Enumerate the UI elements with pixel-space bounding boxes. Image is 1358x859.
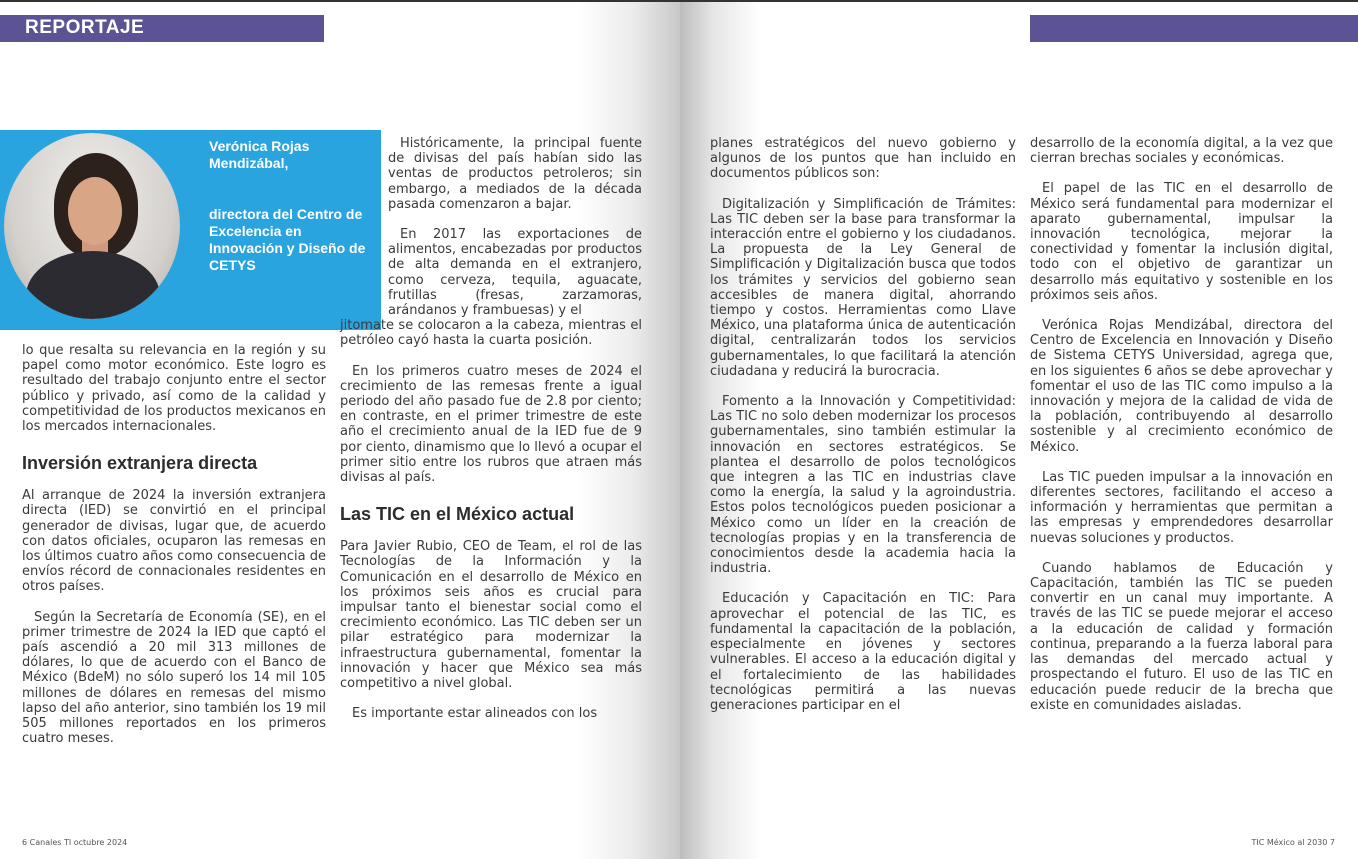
profile-role: directora del Centro de Excelencia en Innovación y Diseño de CETYS (209, 206, 366, 273)
paragraph: Al arranque de 2024 la inversión extranjera directa (IED) se convirtió en el principal generador de divisas, lugar que, de acuerdo con datos oficiales, ocuparon las remesas en los últimos cuatro años como consecuencia de envíos récord de connacionales residentes en otros países. (22, 488, 326, 595)
paragraph: En los primeros cuatro meses de 2024 el crecimiento de las remesas frente a igual periodo del año pasado fue de 2.8 por ciento; en contraste, en el primer trimestre de este año el crecimiento anual de la IED fue de 9 por ciento, dinamismo que lo llevó a ocupar el primer sitio entre los rubros que atraen más divisas al país. (340, 363, 642, 486)
paragraph: Cuando hablamos de Educación y Capacitación, también las TIC se pueden convertir en un canal muy importante. A través de las TIC se puede mejorar el acceso a la educación de calidad y formación continua, preparando a la fuerza laboral para las demandas del mercado actual y prospectando el futuro. El uso de las TIC en educación puede reducir de la brecha que existe en comunidades aisladas. (1030, 560, 1333, 713)
paragraph: Digitalización y Simplificación de Trámites: Las TIC deben ser la base para transformar la interacción entre el gobierno y los ciudadanos. La propuesta de la Ley General de Simplificación y Digitalización busca que todos los trámites y servicios del gobierno sean accesibles de manera digital, ahorrando tiempo y costos. Herramientas como Llave México, una plataforma única de autenticación digital, centralizarán todos los servicios gubernamentales, lo que facilitará la atención ciudadana y reducirá la burocracia. (710, 196, 1016, 379)
paragraph: Fomento a la Innovación y Competitividad: Las TIC no solo deben modernizar los procesos gubernamentales, sino también estimular la innovación en sectores estratégicos. Se plantea el desarrollo de polos tecnológicos que integren a las TIC en industrias clave como la energía, la salud y la agroindustria. Estos polos tecnológicos pueden posicionar a México como un líder en la creación de tecnologías propias y en la transferencia de conocimientos desde la academia hacia la industria. (710, 394, 1016, 577)
paragraph: Históricamente, la principal fuente de divisas del país habían sido las ventas de productos petroleros; sin embargo, a mediados de la década pasada comenzaron a bajar. (388, 136, 642, 212)
section-label: REPORTAJE (25, 17, 145, 38)
section-header-bar (0, 15, 324, 42)
paragraph: Para Javier Rubio, CEO de Team, el rol de las Tecnologías de la Información y la Comunicación en el desarrollo de México en los próximos seis años es crucial para impulsar tanto el bienestar social como el crecimiento económico. Las TIC deben ser un pilar estratégico para modernizar la infraestructura gubernamental, fomentar la innovación y hacer que México sea más competitivo a nivel global. (340, 539, 642, 692)
paragraph: desarrollo de la economía digital, a la vez que cierran brechas sociales y económicas. (1030, 136, 1333, 167)
left-page (0, 2, 680, 859)
paragraph: planes estratégicos del nuevo gobierno y algunos de los puntos que han incluido en documentos públicos son: (710, 136, 1016, 182)
folio-left: 6 Canales TI octubre 2024 (22, 838, 128, 847)
folio-right: TIC México al 2030 7 (1251, 838, 1335, 847)
magazine-spread (0, 2, 1358, 859)
column-2 (340, 136, 642, 722)
heading-inversion-extranjera: Inversión extranjera directa (22, 453, 258, 474)
paragraph: Verónica Rojas Mendizábal, directora del Centro de Excelencia en Innovación y Diseño de Sistema CETYS Universidad, agrega que, en los siguientes 6 años se debe aprovechar y fomentar el uso de las TIC como impulso a la innovación y mejora de la calidad de vida de la población, contribuyendo al desarrollo sostenible y al crecimiento económico de México. (1030, 318, 1333, 455)
column-3 (710, 136, 1016, 713)
wrapped-text-block (388, 136, 642, 318)
profile-box (0, 130, 381, 330)
paragraph: En 2017 las exportaciones de alimentos, encabezadas por productos de alta demanda en el extranjero, como cerveza, tequila, aguacate, frutillas (fresas, zarzamoras, arándanos y frambuesas) y el (388, 227, 642, 319)
paragraph: Educación y Capacitación en TIC: Para aprovechar el potencial de las TIC, es fundamental la capacitación de la población, especialmente en jóvenes y sectores vulnerables. El acceso a la educación digital y el fortalecimiento de las habilidades tecnológicas permitirá a las nuevas generaciones participar en el (710, 591, 1016, 713)
jacket-shape (26, 251, 160, 319)
paragraph: Las TIC pueden impulsar a la innovación en diferentes sectores, facilitando el acceso a información y herramientas que permitan a las empresas y emprendedores desarrollar nuevas soluciones y productos. (1030, 469, 1333, 546)
paragraph: Según la Secretaría de Economía (SE), en el primer trimestre de 2024 la IED que captó el país ascendió a 20 mil 313 millones de dólares, lo que de acuerdo con el Banco de México (BdeM) no sólo superó los 14 mil 105 millones de dólares en remesas del mismo lapso del año anterior, sino también los 19 mil 505 millones reportados en los primeros cuatro meses. (22, 609, 326, 747)
profile-name: Verónica Rojas Mendizábal, (209, 138, 310, 171)
portrait-photo-icon (4, 133, 180, 319)
face-shape (68, 177, 122, 245)
paragraph: El papel de las TIC en el desarrollo de México será fundamental para modernizar el aparato gubernamental, impulsar la innovación tecnológica, mejorar la conectividad y fomentar la inclusión digital, todo con el objetivo de garantizar un desarrollo más equitativo y sostenible en los próximos seis años. (1030, 181, 1333, 303)
paragraph: jitomate se colocaron a la cabeza, mientras el petróleo cayó hasta la cuarta posición. (340, 318, 642, 349)
section-header-bar-right (1030, 15, 1358, 42)
column-4 (1030, 136, 1333, 713)
column-1 (22, 343, 326, 746)
paragraph: lo que resalta su relevancia en la región y su papel como motor económico. Este logro es resultado del trabajo conjunto entre el sector público y privado, así como de la calidad y competitividad de los productos mexicanos en los mercados internacionales. (22, 343, 326, 435)
paragraph: Es importante estar alineados con los (352, 706, 598, 722)
heading-tic-mexico: Las TIC en el México actual (340, 504, 575, 525)
